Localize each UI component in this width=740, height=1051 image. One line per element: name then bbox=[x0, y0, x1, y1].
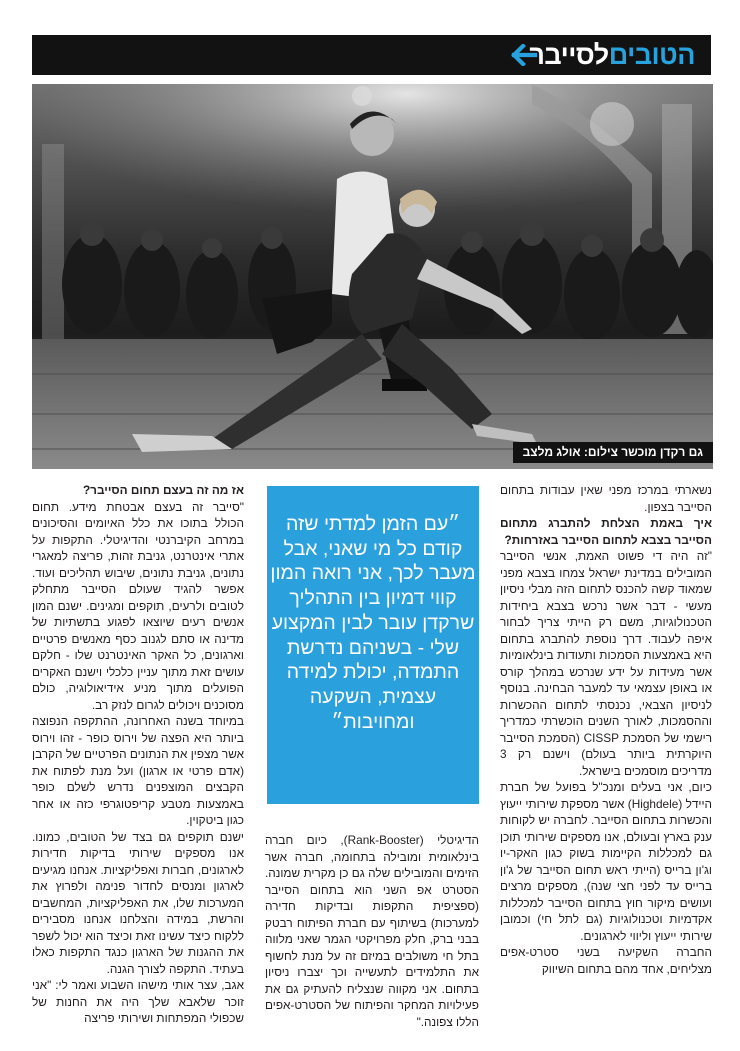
section-title bbox=[529, 38, 695, 72]
section-header bbox=[32, 35, 711, 75]
paragraph: אגב, עצר אותי מישהו השבוע ואמר לי: "אני זוכר שלאבא שלך היה את החנות של שכפולי המפתחות ושירותי פריצה bbox=[32, 978, 244, 1025]
question-heading: אז מה זה בעצם תחום הסייבר? bbox=[82, 483, 244, 497]
paragraph: הדיגיטלי (Rank-Booster), כיום חברה בינלאומית ומובילה בתחומה, חברה אשר הזימים והמובילים שלה גם כן מקרית שמונה. הסטרט אפ השני הוא בתחום הסייבר (ספציפית התקפות ובדיקות חדירה למערכות) בשיתוף עם חברת הפיתוח רבטק בבני ברק, חלק מפרויקטי הגמר שאני מלווה בתל חי משולבים במיזם זה על מנת לחשוף את התלמידים לתעשייה וכך יצברו ניסיון בתחום. אני מקווה שנצליח להעתיק גם את פעילויות המחקר והפיתוח של הסטרט-אפים הללו צפונה." bbox=[265, 833, 479, 1029]
pull-quote-box bbox=[267, 486, 479, 804]
article-column-middle bbox=[265, 832, 479, 1030]
dance-photo bbox=[32, 84, 713, 469]
paragraph: "זה היה די פשוט האמת, אנשי הסייבר המובילים במדינת ישראל צמחו בצבא מפני שמאוד קשה להכנס לתחום הזה מבלי ניסיון מעשי - דבר אשר נרכש בצבא ביחידות הטכנולוגיות, משם רק הייתי צריך לבחור איפה לעבוד. דרך נוספת להתברג בתחום היא באמצעות הסמכות ותעודות בינלאומיות אשר מעידות על ידע שנרכש במהלך קורס או באופן עצמאי עד למעבר הבחינה. בנוסף לניסיון הצבאי, נכנסתי לתחום ההכשרות וההסמכות, לאורך השנים הוכשרתי כמדריך רישמי של הסמכת CISSP (הסמכת הסייבר היוקרתית ביותר בעולם) וישנם רק 3 מדריכים מוסמכים בישראל. bbox=[500, 549, 712, 778]
article-column-left bbox=[32, 482, 244, 1027]
question-heading: איך באמת הצלחת להתברג מתחום הסייבר בצבא לתחום הסייבר באזרחות? bbox=[500, 516, 712, 547]
paragraph: "סייבר זה בעצם אבטחת מידע. תחום הכולל בתוכו את כלל האיומים והסיכונים במרחב הקיברנטי והדיגיטלי. התקפות על אתרי אינטרנט, גניבת זהות, פריצה למאגרי נתונים, גניבת נתונים, שיבוש תהליכים ועוד. אפשר להגיד שעולם הסייבר מתחלק לטובים ולרעים, תוקפים ומגינים. ישנם המון אנשים רעים שיוצאו לפגוע בתשתיות של מדינה או סתם לגנוב כסף מאנשים פרטיים וארגונים, כל האקר האינטרנט שלו - חלקם עושים זאת מתוך עניין כלכלי וישנם האקרים הפועלים מתוך מניע אידיאולוגיה, כולם מסוכנים ויכולים לגרום לנזק רב. bbox=[32, 499, 244, 712]
paragraph: ישנם תוקפים גם בצד של הטובים, כמונו. אנו מספקים שירותי בדיקות חדירות לארגונים, חברות ואפליקציות. אנחנו מגיעים לארגון ומנסים לחדור פנימה ולפרוץ את המערכות שלו, את האפליקציות, המחשבים והרשת, במידה והצלחנו אנחנו מסבירים ללקוח כיצד עשינו זאת וכיצד הוא יכול לשפר את ההגנות של הארגון כנגד התקפות כאלו בעתיד. התקפה לצורך הגנה. bbox=[32, 829, 244, 976]
paragraph: החברה השקיעה בשני סטרט-אפים מצליחים, אחד מהם בתחום השיווק bbox=[500, 945, 712, 976]
photo-illustration bbox=[32, 84, 713, 469]
section-title-part2: לסייבר bbox=[529, 40, 609, 70]
paragraph: במיוחד בשנה האחרונה, ההתקפה הנפוצה ביותר היא הפצה של וירוס כופר - זהו וירוס אשר מצפין את הנתונים הפרטיים של הקרבן (אדם פרטי או ארגון) ועל מנת לפתוח את הקבצים המוצפנים נדרש לשלם כופר באמצעות מטבע קריפטוגרפי כזה או אחר כגון ביטקוין. bbox=[32, 714, 244, 827]
section-title-part1: הטובים bbox=[608, 40, 695, 70]
pull-quote: ״עם הזמן למדתי שזה קודם כל מי שאני, אבל מעבר לכך, אני רואה המון קווי דמיון בין התהליך שרקדן עובר לבין המקצוע שלי - בשניהם נדרשת התמדה, יכולת למידה עצמית, השקעה ומחויבות״ bbox=[270, 513, 476, 733]
paragraph: נשארתי במרכז מפני שאין עבודות בתחום הסייבר בצפון. bbox=[500, 483, 712, 514]
paragraph: כיום, אני בעלים ומנכ"ל בפועל של חברת היידל (Highdele) אשר מספקת שירותי ייעוץ והכשרות בתחום הסייבר. לחברה יש לקוחות ענק בארץ ובעולם, אנו מספקים שירותי תוכן גם למכללות הקיימות בשוק כגון האקר-יו וג'ון ברייס (הייתי ראש תחום הסייבר של ג'ון ברייס עד לפני חצי שנה), מספקים מרצים ועושים מיקור חוץ בתחום הסייבר למכללות אקדמיות וטכנולוגיות (גם לתל חי) וכמובן שירותי ייעוץ וליווי לארגונים. bbox=[500, 780, 712, 943]
article-column-right bbox=[500, 482, 712, 977]
photo-credit: גם רקדן מוכשר צילום: אולג מלצב bbox=[513, 442, 713, 463]
